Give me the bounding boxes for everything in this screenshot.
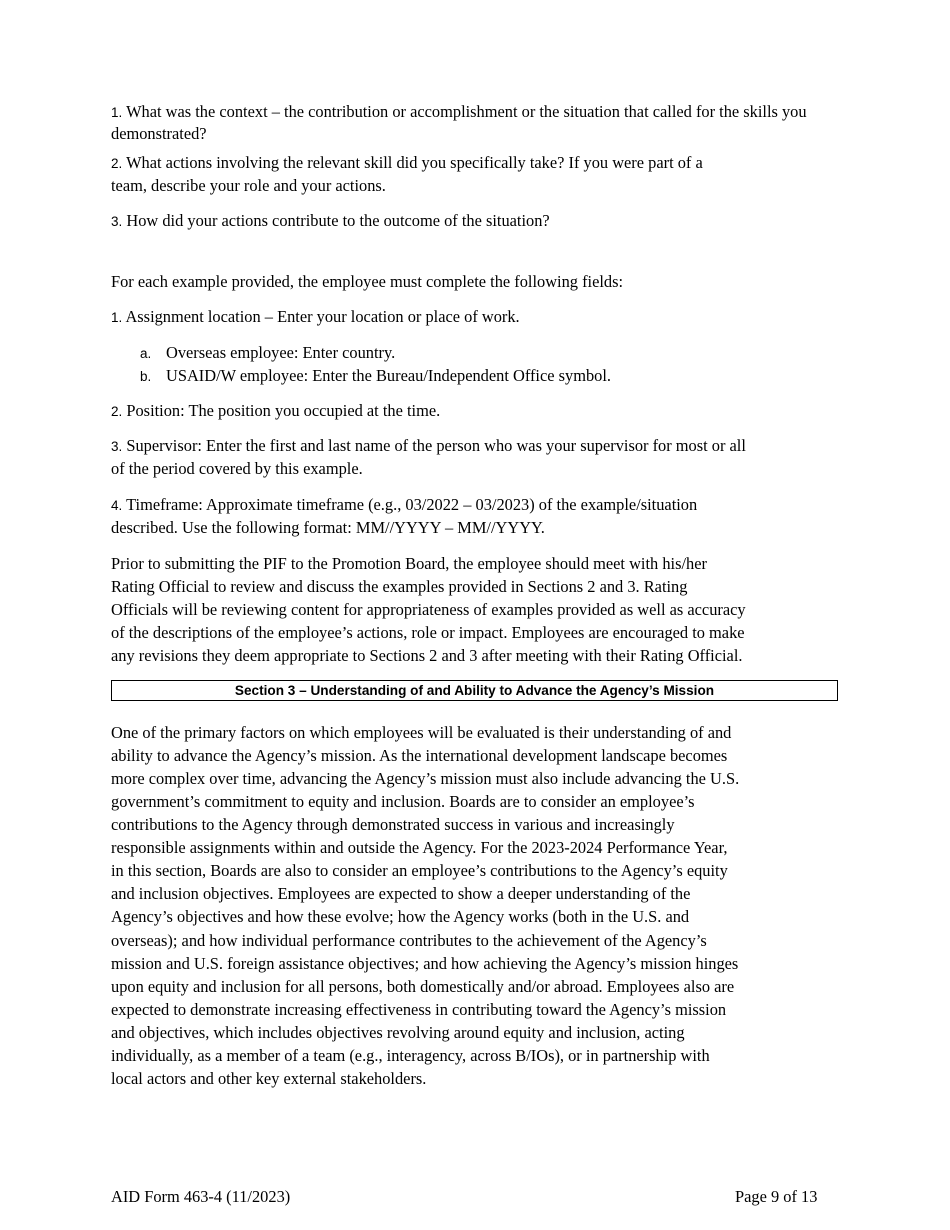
prior-paragraph-line: Prior to submitting the PIF to the Promotion Board, the employee should meet with his/her: [111, 554, 707, 573]
section-paragraph-line: and objectives, which includes objectives revolving around equity and inclusion, acting: [111, 1023, 685, 1042]
section-paragraph-line: in this section, Boards are also to consider an employee’s contributions to the Agency’s equity: [111, 861, 728, 880]
section-paragraph-line: Agency’s objectives and how these evolve; how the Agency works (both in the U.S. and: [111, 907, 690, 926]
section-paragraph-line: local actors and other key external stakeholders.: [111, 1069, 427, 1088]
field-number: 1.: [111, 310, 123, 325]
question-1: [111, 101, 807, 124]
section-paragraph-line: responsible assignments within and outside the Agency. For the 2023-2024 Performance Year,: [111, 838, 728, 857]
subfield-a: [140, 342, 395, 365]
section-paragraph-line: government’s commitment to equity and inclusion. Boards are to consider an employee’s: [111, 792, 695, 811]
field-text: Timeframe: Approximate timeframe (e.g., 03/2022 – 03/2023) of the example/situation: [126, 495, 698, 514]
question-1-continued: demonstrated?: [111, 124, 207, 143]
question-number: 1.: [111, 105, 123, 120]
field-text: Position: The position you occupied at the time.: [126, 401, 441, 420]
section-paragraph-line: and inclusion objectives. Employees are expected to show a deeper understanding of the: [111, 884, 691, 903]
field-3: [111, 435, 746, 458]
section-paragraph-line: One of the primary factors on which employees will be evaluated is their understanding of and: [111, 723, 732, 742]
prior-paragraph-line: Officials will be reviewing content for appropriateness of examples provided as well as accuracy: [111, 600, 746, 619]
field-4: [111, 494, 697, 517]
question-number: 3.: [111, 214, 123, 229]
section-paragraph-line: ability to advance the Agency’s mission. As the international development landscape becomes: [111, 746, 728, 765]
question-number: 2.: [111, 156, 123, 171]
field-number: 4.: [111, 498, 123, 513]
subfield-b: [140, 365, 611, 388]
prior-paragraph-line: Rating Official to review and discuss the examples provided in Sections 2 and 3. Rating: [111, 577, 688, 596]
fields-intro: For each example provided, the employee must complete the following fields:: [111, 272, 624, 291]
field-2: [111, 400, 440, 423]
section-paragraph-line: expected to demonstrate increasing effectiveness in contributing toward the Agency’s mission: [111, 1000, 727, 1019]
section-3-header: Section 3 – Understanding of and Ability to Advance the Agency’s Mission: [111, 680, 838, 701]
question-text: What was the context – the contribution or accomplishment or the situation that called for the skills you: [126, 102, 807, 121]
section-paragraph-line: overseas); and how individual performance contributes to the achievement of the Agency’s: [111, 931, 707, 950]
subfield-letter: b.: [140, 369, 152, 384]
field-number: 3.: [111, 439, 123, 454]
field-3-continued: of the period covered by this example.: [111, 459, 363, 478]
page-number: Page 9 of 13: [735, 1187, 818, 1206]
field-number: 2.: [111, 404, 123, 419]
prior-paragraph-line: of the descriptions of the employee’s actions, role or impact. Employees are encouraged to make: [111, 623, 745, 642]
field-text: Assignment location – Enter your location or place of work.: [125, 307, 520, 326]
section-paragraph-line: mission and U.S. foreign assistance objectives; and how achieving the Agency’s mission hinges: [111, 954, 739, 973]
question-2-continued: team, describe your role and your actions.: [111, 176, 386, 195]
form-id: AID Form 463-4 (11/2023): [111, 1187, 291, 1206]
subfield-text: USAID/W employee: Enter the Bureau/Independent Office symbol.: [166, 366, 612, 385]
section-paragraph-line: more complex over time, advancing the Agency’s mission must also include advancing the U.S.: [111, 769, 740, 788]
field-4-continued: described. Use the following format: MM//YYYY – MM//YYYY.: [111, 518, 545, 537]
section-paragraph-line: upon equity and inclusion for all persons, both domestically and/or abroad. Employees also are: [111, 977, 735, 996]
question-2: [111, 152, 703, 175]
subfield-letter: a.: [140, 346, 152, 361]
question-text: What actions involving the relevant skill did you specifically take? If you were part of a: [126, 153, 703, 172]
field-1: [111, 306, 520, 329]
section-paragraph-line: individually, as a member of a team (e.g., interagency, across B/IOs), or in partnership with: [111, 1046, 710, 1065]
field-text: Supervisor: Enter the first and last name of the person who was your supervisor for most or all: [126, 436, 746, 455]
section-paragraph-line: contributions to the Agency through demonstrated success in various and increasingly: [111, 815, 675, 834]
prior-paragraph-line: any revisions they deem appropriate to Sections 2 and 3 after meeting with their Rating Official.: [111, 646, 743, 665]
subfield-text: Overseas employee: Enter country.: [166, 343, 396, 362]
question-text: How did your actions contribute to the outcome of the situation?: [126, 211, 550, 230]
question-3: [111, 210, 550, 233]
